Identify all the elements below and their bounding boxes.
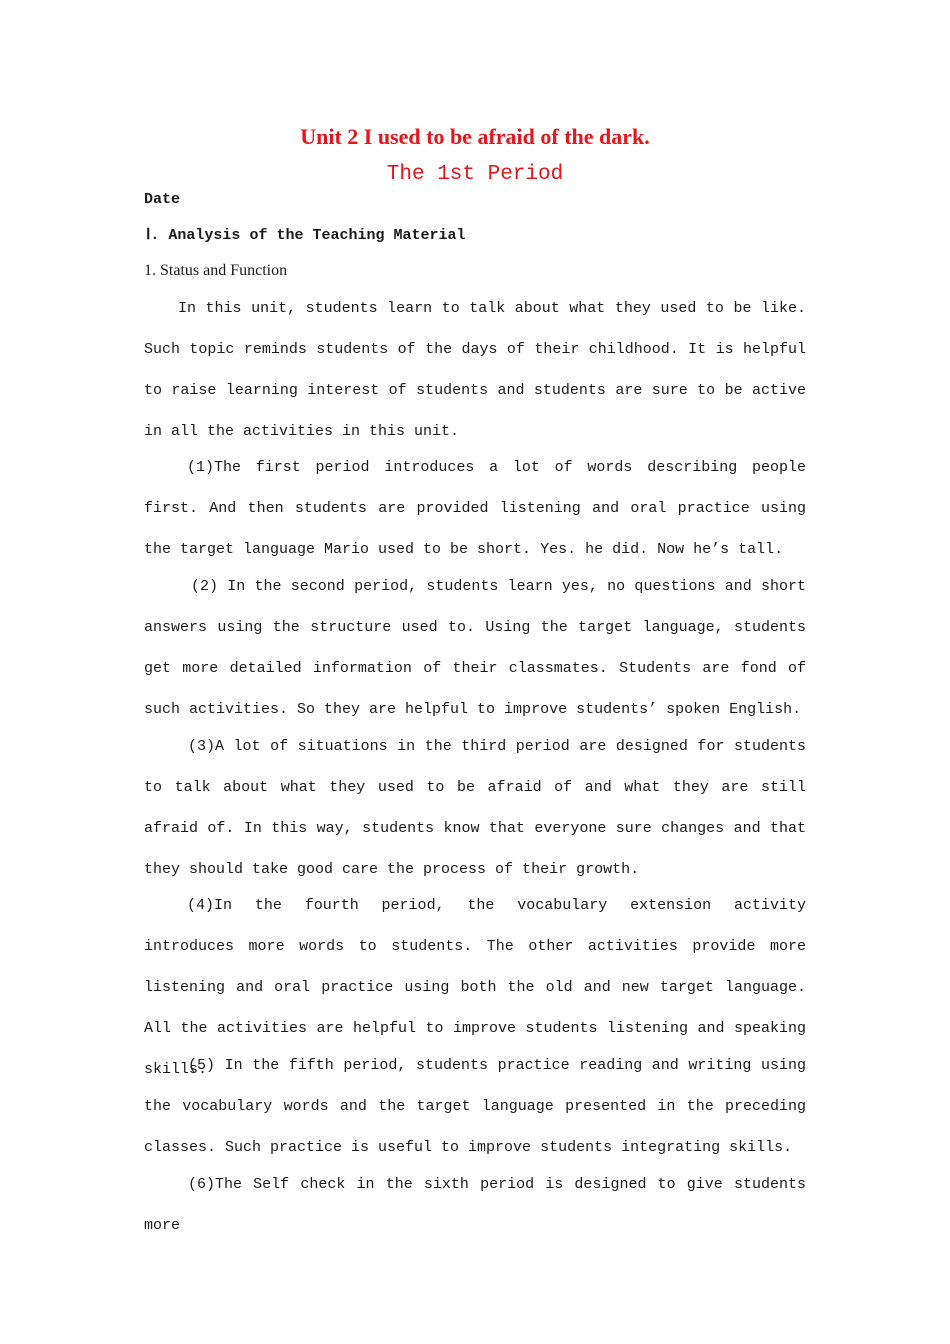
paragraph-period-4: (4)In the fourth period, the vocabulary extension activity introduces more words to students. The other activities provide more listening and oral practice using both the old and new target language. All the activities are helpful to improve students listening and speaking skills. <box>144 897 806 1078</box>
paragraph-period-1: (1)The first period introduces a lot of words describing people first. And then students are provided listening and oral practice using the target language Mario used to be short. Yes. he did. Now he’s tall. <box>144 459 806 558</box>
unit-title: Unit 2 I used to be afraid of the dark. <box>300 124 650 149</box>
period-subtitle: The 1st Period <box>386 163 564 186</box>
section-heading: Ⅰ. Analysis of the Teaching Material <box>146 227 466 244</box>
paragraph-period-5: (5) In the fifth period, students practice reading and writing using the vocabulary words and the target language presented in the preceding classes. Such practice is useful to improve students integrating skills. <box>144 1057 806 1156</box>
paragraph-period-2: (2) In the second period, students learn yes, no questions and short answers using the structure used to. Using the target language, students get more detailed information of their classmates. Students are fond of such activities. So they are helpful to improve students’ spoken English. <box>144 578 806 718</box>
sub-heading: 1. Status and Function <box>144 262 288 279</box>
paragraph-period-6: (6)The Self check in the sixth period is designed to give students more <box>144 1176 806 1234</box>
paragraph-period-3: (3)A lot of situations in the third period are designed for students to talk about what they used to be afraid of and what they are still afraid of. In this way, students know that everyone sure changes and that they should take good care the process of their growth. <box>144 738 806 878</box>
paragraph-intro: In this unit, students learn to talk about what they used to be like. Such topic reminds students of the days of their childhood. It is helpful to raise learning interest of students and students are sure to be active in all the activities in this unit. <box>144 300 806 440</box>
date-label: Date <box>144 191 181 208</box>
